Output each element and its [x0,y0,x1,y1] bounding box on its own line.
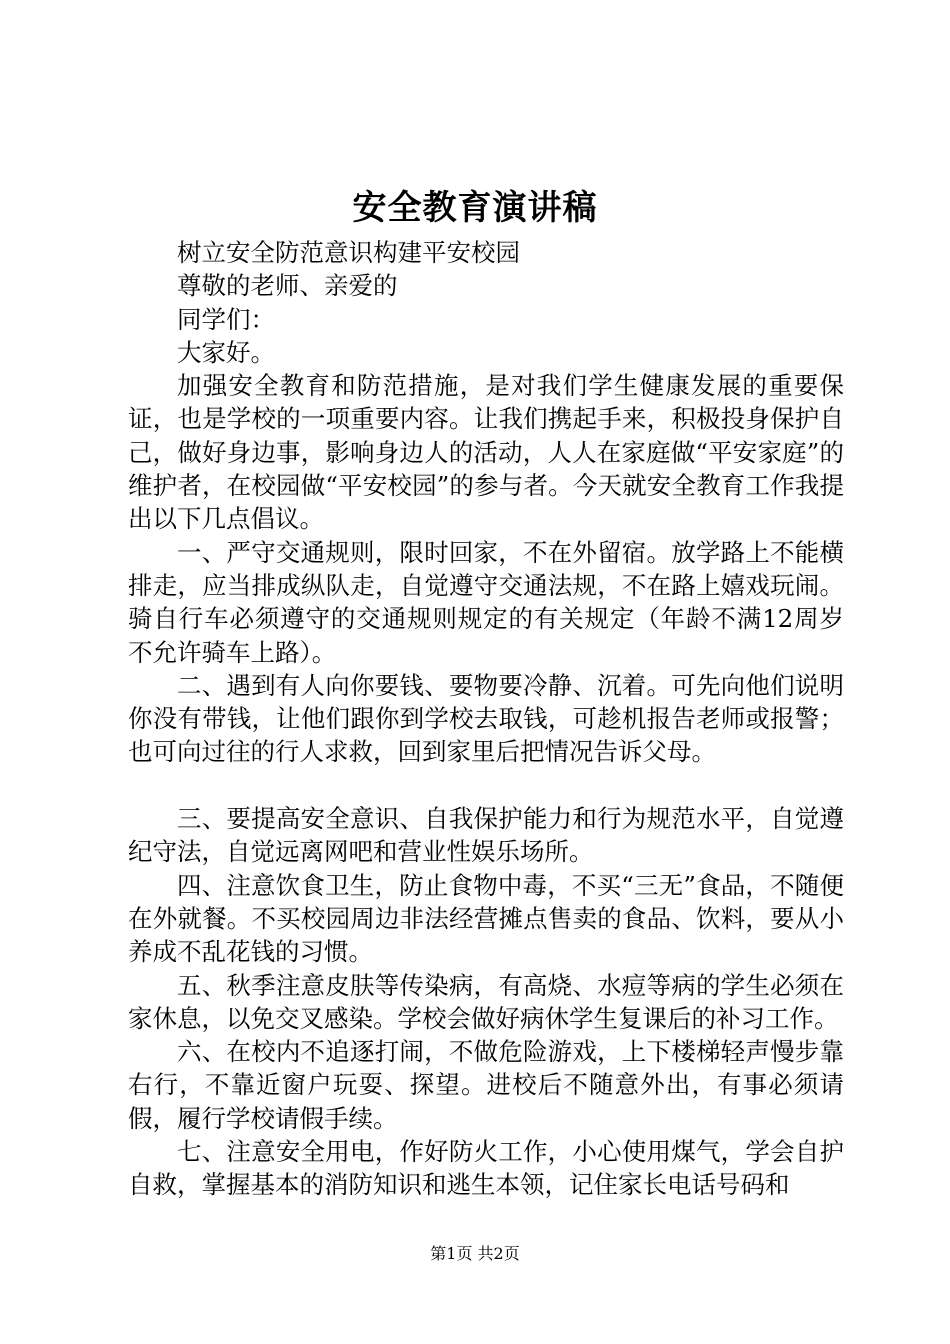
salutation-line: 同学们： [177,304,275,334]
document-body [128,236,844,1202]
paragraph: 五、秋季注意皮肤等传染病，有高烧、水痘等病的学生必须在家休息，以免交叉感染。学校会做好病休学生复课后的补习工作。 [128,970,844,1033]
paragraph: 一、严守交通规则，限时回家，不在外留宿。放学路上不能横排走，应当排成纵队走，自觉遵守交通法规，不在路上嬉戏玩闹。骑自行车必须遵守的交通规则规定的有关规定（年龄不满12周岁不允许骑车上路）。 [128,537,844,667]
document-title: 安全教育演讲稿 [352,188,598,228]
paragraph: 六、在校内不追逐打闹，不做危险游戏，上下楼梯轻声慢步靠右行，不靠近窗户玩耍、探望。进校后不随意外出，有事必须请假，履行学校请假手续。 [128,1037,844,1133]
salutation-line: 尊敬的老师、亲爱的 [177,271,398,301]
paragraph: 加强安全教育和防范措施，是对我们学生健康发展的重要保证，也是学校的一项重要内容。让我们携起手来，积极投身保护自己，做好身边事，影响身边人的活动，人人在家庭做“平安家庭”的维护者，在校园做“平安校园”的参与者。今天就安全教育工作我提出以下几点倡议。 [128,371,844,534]
blank-line [128,769,844,802]
paragraph: 三、要提高安全意识、自我保护能力和行为规范水平，自觉遵纪守法，自觉远离网吧和营业性娱乐场所。 [128,804,844,867]
page-footer: 第1页 共2页 [430,1244,520,1263]
subtitle-line: 树立安全防范意识构建平安校园 [177,238,520,267]
paragraph: 二、遇到有人向你要钱、要物要冷静、沉着。可先向他们说明你没有带钱，让他们跟你到学校去取钱，可趁机报告老师或报警；也可向过往的行人求救，回到家里后把情况告诉父母。 [128,670,844,767]
paragraph: 四、注意饮食卫生，防止食物中毒，不买“三无”食品，不随便在外就餐。不买校园周边非法经营摊点售卖的食品、饮料，要从小养成不乱花钱的习惯。 [128,870,844,967]
greeting-line: 大家好。 [177,337,275,367]
paragraph: 七、注意安全用电，作好防火工作，小心使用煤气，学会自护自救，掌握基本的消防知识和逃生本领，记住家长电话号码和 [128,1137,844,1200]
